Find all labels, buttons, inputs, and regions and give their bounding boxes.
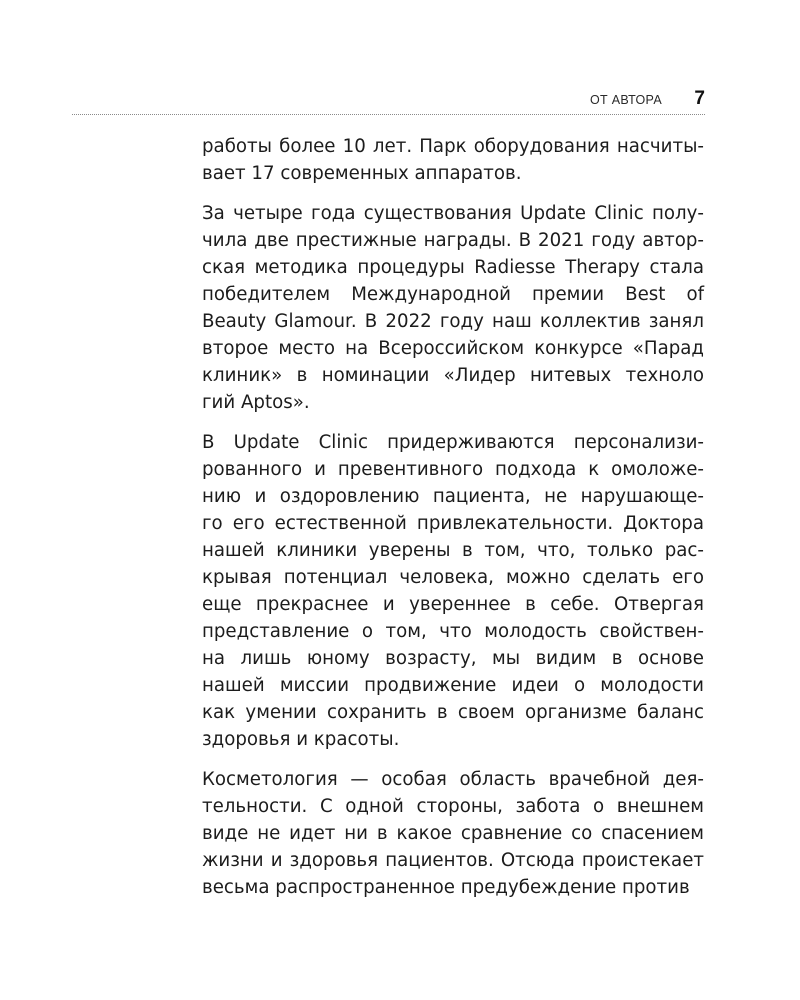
text-line: виде не идет ни в какое сравнение со спасением [202,823,704,844]
body-text [202,133,704,914]
text-line: За четыре года существования Update Clinic полу- [202,203,704,224]
text-line: нашей миссии продвижение идеи о молодости [202,675,704,696]
paragraph [202,133,704,187]
paragraph [202,200,704,416]
section-title: ОТ АВТОРА [589,93,662,107]
text-line: клиник» в номинации «Лидер нитевых техноло [202,365,704,386]
text-line: Косметология — особая область врачебной дея- [202,769,704,790]
text-line: ская методика процедуры Radiesse Therapy стала [202,257,704,278]
text-line: на лишь юному возрасту, мы видим в основе [202,648,704,669]
text-line: нию и оздоровлению пациента, не нарушающе- [202,486,704,507]
paragraph [202,766,704,901]
text-line: го его естественной привлекательности. Доктора [202,513,704,534]
text-line: чила две престижные награды. В 2021 году автор- [202,230,704,251]
text-line: нашей клиники уверены в том, что, только рас- [202,540,704,561]
text-line: как умении сохранить в своем организме баланс [202,702,704,723]
text-line: крывая потенциал человека, можно сделать его [202,567,704,588]
text-line: победителем Международной премии Best of [202,284,704,305]
page-number: 7 [694,88,705,109]
running-header [72,84,705,115]
paragraph [202,429,704,753]
text-line: здоровья и красоты. [202,729,400,750]
text-line: В Update Clinic придерживаются персонализи- [202,432,704,453]
text-line: рованного и превентивного подхода к омоложе- [202,459,704,480]
text-line: Beauty Glamour. В 2022 году наш коллектив занял [202,311,704,332]
text-line: гий Aptos». [202,392,310,413]
text-line: тельности. С одной стороны, забота о внешнем [202,796,704,817]
text-line: второе место на Всероссийском конкурсе «Парад [202,338,704,359]
text-line: представление о том, что молодость свойствен- [202,621,704,642]
text-line: жизни и здоровья пациентов. Отсюда проистекает [202,850,704,871]
text-line: работы более 10 лет. Парк оборудования насчиты- [202,136,704,157]
text-line: вает 17 современных аппаратов. [202,163,522,184]
text-line: еще прекраснее и увереннее в себе. Отвергая [202,594,704,615]
text-line: весьма распространенное предубеждение против [202,877,690,898]
